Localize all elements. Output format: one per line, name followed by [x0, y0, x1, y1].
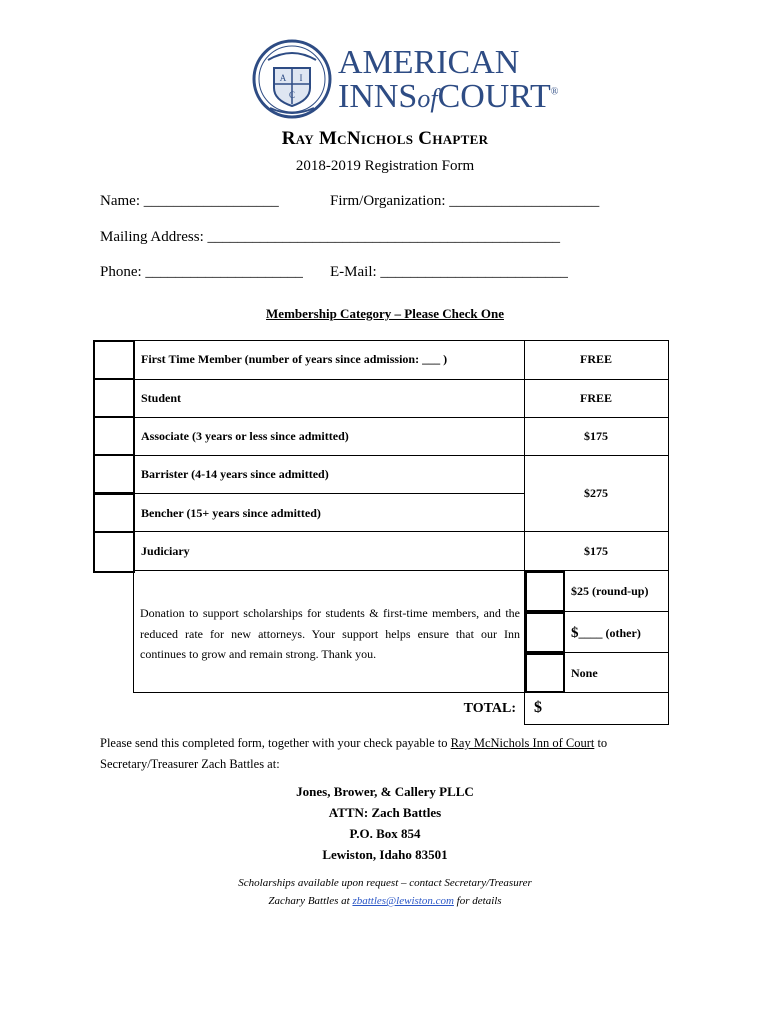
form-subtitle: 2018-2019 Registration Form	[295, 158, 475, 174]
price-barrister-bencher: $275	[584, 486, 608, 500]
svg-text:A: A	[279, 73, 287, 83]
payee-name: Ray McNichols Inn of Court	[450, 736, 595, 750]
table-border	[133, 570, 668, 571]
table-border	[524, 340, 525, 571]
price-judiciary: $175	[584, 544, 608, 558]
name-field[interactable]: Name: __________________	[100, 193, 279, 209]
table-border	[668, 570, 669, 725]
membership-category-heading: Membership Category – Please Check One	[266, 306, 504, 321]
donation-option-other: $____ (other)	[571, 625, 641, 641]
email-field[interactable]: E-Mail: _________________________	[330, 264, 568, 280]
checkbox-donation-none[interactable]	[525, 653, 565, 693]
row-label-associate: Associate (3 years or less since admitted)	[141, 429, 349, 443]
crest-icon	[250, 38, 334, 120]
donation-option-25: $25 (round-up)	[571, 584, 649, 598]
checkbox-donation-25[interactable]	[525, 571, 565, 612]
price-first-time-member: FREE	[579, 352, 612, 366]
scholarship-note-line2: Zachary Battles at zbattles@lewiston.com for details	[268, 895, 502, 907]
checkbox-donation-other[interactable]	[525, 612, 565, 653]
table-border	[668, 340, 669, 571]
svg-text:C: C	[288, 90, 296, 100]
checkbox-student[interactable]	[93, 378, 135, 418]
logo-word-american: AMERICAN	[338, 44, 520, 81]
donation-option-none: None	[571, 666, 598, 680]
row-label-barrister: Barrister (4-14 years since admitted)	[141, 467, 329, 481]
phone-field[interactable]: Phone: _____________________	[100, 264, 303, 280]
table-border	[133, 379, 668, 380]
table-border	[524, 724, 669, 725]
table-border	[133, 493, 524, 494]
address-line-pobox: P.O. Box 854	[349, 826, 421, 841]
row-label-bencher: Bencher (15+ years since admitted)	[141, 506, 321, 520]
table-border	[133, 570, 134, 693]
logo-word-inns-of-court: INNSofCOURT®	[338, 78, 559, 115]
address-line-attn: ATTN: Zach Battles	[328, 805, 442, 820]
table-border	[133, 417, 668, 418]
checkbox-bencher[interactable]	[93, 493, 135, 533]
row-label-student: Student	[141, 391, 182, 405]
checkbox-barrister[interactable]	[93, 454, 135, 494]
checkbox-judiciary[interactable]	[93, 531, 135, 573]
row-label-judiciary: Judiciary	[141, 544, 190, 558]
table-border	[133, 692, 525, 693]
mailing-address-field[interactable]: Mailing Address: _______________________________________________	[100, 229, 560, 245]
checkbox-associate[interactable]	[93, 416, 135, 456]
firm-field[interactable]: Firm/Organization: ____________________	[330, 193, 600, 209]
mailing-instructions: Please send this completed form, together with your check payable to Ray McNichols Inn of Court to Secretary/Treasurer Zach Battles at:	[100, 736, 608, 771]
american-inns-of-court-logo	[250, 38, 559, 120]
svg-text:I: I	[299, 73, 303, 83]
table-border	[133, 340, 668, 341]
contact-email-link[interactable]: zbattles@lewiston.com	[352, 895, 454, 907]
price-associate: $175	[584, 429, 608, 443]
scholarship-note-line1: Scholarships available upon request – contact Secretary/Treasurer	[238, 877, 532, 889]
row-label-first-time-member: First Time Member (number of years since admission: ___ )	[141, 352, 448, 366]
address-line-city: Lewiston, Idaho 83501	[322, 847, 448, 862]
total-value-field[interactable]: $	[534, 699, 542, 716]
donation-description: Donation to support scholarships for students & first-time members, and the reduced rate for new attorneys. Your support helps ensure that our Inn continues to grow and remain strong. Thank you.	[140, 606, 520, 661]
checkbox-first-time-member[interactable]	[93, 340, 135, 380]
price-student: FREE	[579, 391, 612, 405]
table-border	[133, 455, 668, 456]
total-label: TOTAL:	[463, 701, 516, 716]
chapter-title: Ray McNichols Chapter	[281, 128, 489, 149]
address-line-firm: Jones, Brower, & Callery PLLC	[296, 784, 474, 799]
table-border	[133, 531, 668, 532]
